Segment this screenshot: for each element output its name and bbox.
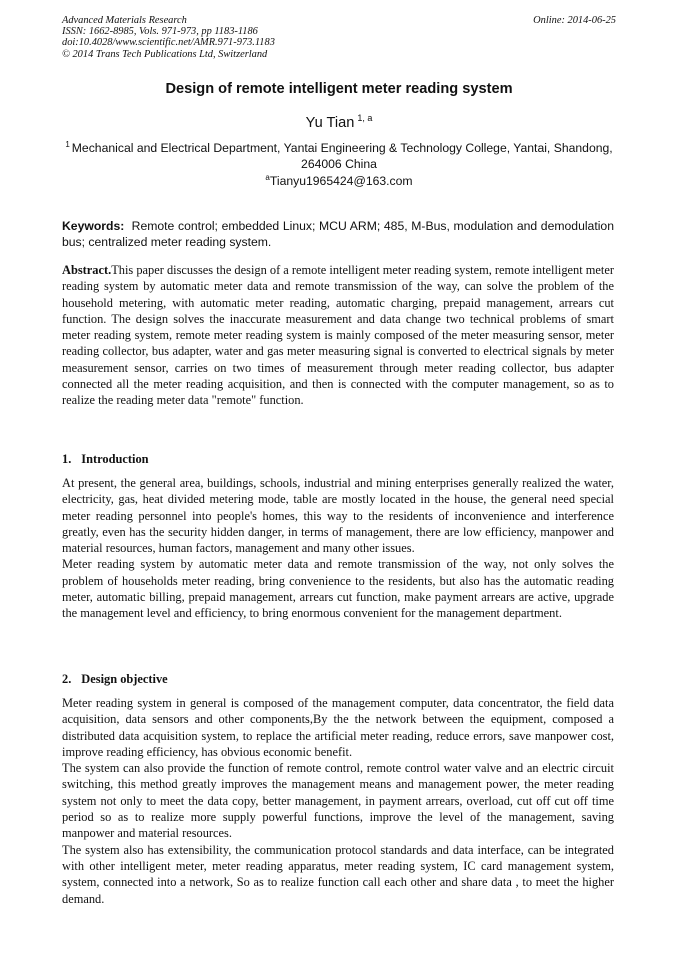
affiliation-superscript: 1 (65, 140, 70, 149)
abstract-block (62, 262, 614, 409)
paragraph: At present, the general area, buildings, schools, industrial and mining enterprises generally realized the water, electricity, gas, heat divided metering mode, table are mostly located in the house, the general need special meter reading personnel into people's homes, this way to the residents of inconvenience and interference greatly, even has the security hidden danger, in terms of management, there are low efficiency, manpower and material resources, human factors, management and many other issues. (62, 476, 614, 556)
keywords-label: Keywords: (62, 219, 125, 233)
email-line (62, 173, 616, 188)
copyright-line: © 2014 Trans Tech Publications Ltd, Switzerland (62, 48, 268, 60)
email-superscript: a (265, 173, 270, 182)
paragraph: Meter reading system in general is composed of the management computer, data concentrator, the field data acquisition, data sensors and other components,By the the network between the equipment, composed a distributed data acquisition system, to replace the artificial meter reading, reduce errors, save manpower cost, improve reading efficiency, has obvious economic benefit. (62, 696, 614, 759)
section-body (62, 695, 614, 907)
section-body (62, 475, 614, 622)
online-date: Online: 2014-06-25 (533, 15, 616, 26)
section-title: Design objective (81, 672, 168, 686)
journal-name: Advanced Materials Research (62, 15, 187, 26)
section-introduction (62, 452, 614, 622)
doi-line: doi:10.4028/www.scientific.net/AMR.971-973.1183 (62, 37, 275, 49)
paragraph: The system can also provide the function of remote control, remote control water valve and an electric circuit switching, this method greatly improves the management means and management power, the meter reading system not only to meet the data copy, better management, in payment arrears, overload, cut off cut off time period so as to realize more supply powerful functions, improve the level of the management, saving manpower and material resources. (62, 761, 614, 841)
keywords-text: Remote control; embedded Linux; MCU ARM; 485, M-Bus, modulation and demodulation bus; centralized meter reading system. (62, 219, 614, 249)
paper-title: Design of remote intelligent meter reading system (165, 81, 513, 97)
abstract-label: Abstract. (62, 263, 112, 277)
email-address: Tianyu1965424@163.com (269, 174, 413, 188)
section-title: Introduction (81, 452, 149, 466)
keywords-block (62, 218, 614, 250)
section-heading (62, 672, 614, 687)
author-name: Yu Tian (305, 115, 355, 131)
abstract-text: This paper discusses the design of a remote intelligent meter reading system, remote intelligent meter reading system by automatic meter data and remote transmission of the way, can solve the problem of the household metering, with automatic meter reading, automatic charging, prepaid management, arrears cut function. The design solves the inaccurate measurement and data change two technical problems of smart meter reading system, remote meter reading system is mainly composed of the meter measuring sensor, meter reading collector, bus adapter, water and gas meter measuring signal is converted to electrical signals by meter measurement sensor, carries on two times of measurement through meter reading collector, bus adapter connected all the meter reading acquisition, and then is connected with the computer management, so as to realize the reading meter data "remote" function. (62, 263, 614, 408)
author-line (62, 113, 616, 131)
section-number: 1. (62, 452, 72, 466)
issn-line: ISSN: 1662-8985, Vols. 971-973, pp 1183-1186 (62, 26, 258, 38)
paragraph: Meter reading system by automatic meter data and remote transmission of the way, not only solves the problem of households meter reading, bring convenience to the residents, but also has the automatic reading meter, automatic billing, prepaid management, arrears cut function, make payment arrears are active, upgrade the management level and efficiency, to bring enormous convenient for the management department. (62, 557, 614, 621)
section-heading (62, 452, 614, 467)
section-design-objective (62, 672, 614, 907)
affiliation-text: Mechanical and Electrical Department, Yantai Engineering & Technology College, Yantai, Shandong, 264006 China (71, 141, 613, 171)
paragraph: The system also has extensibility, the communication protocol standards and data interface, can be integrated with other intelligent meter, meter reading apparatus, meter reading system, IC card management system, system, connected into a network, So as to realize function call each other and share data , to meet the higher demand. (62, 842, 614, 906)
section-number: 2. (62, 672, 72, 686)
journal-header (62, 15, 616, 60)
affiliation (62, 137, 616, 172)
author-superscript: 1, a (357, 113, 373, 123)
